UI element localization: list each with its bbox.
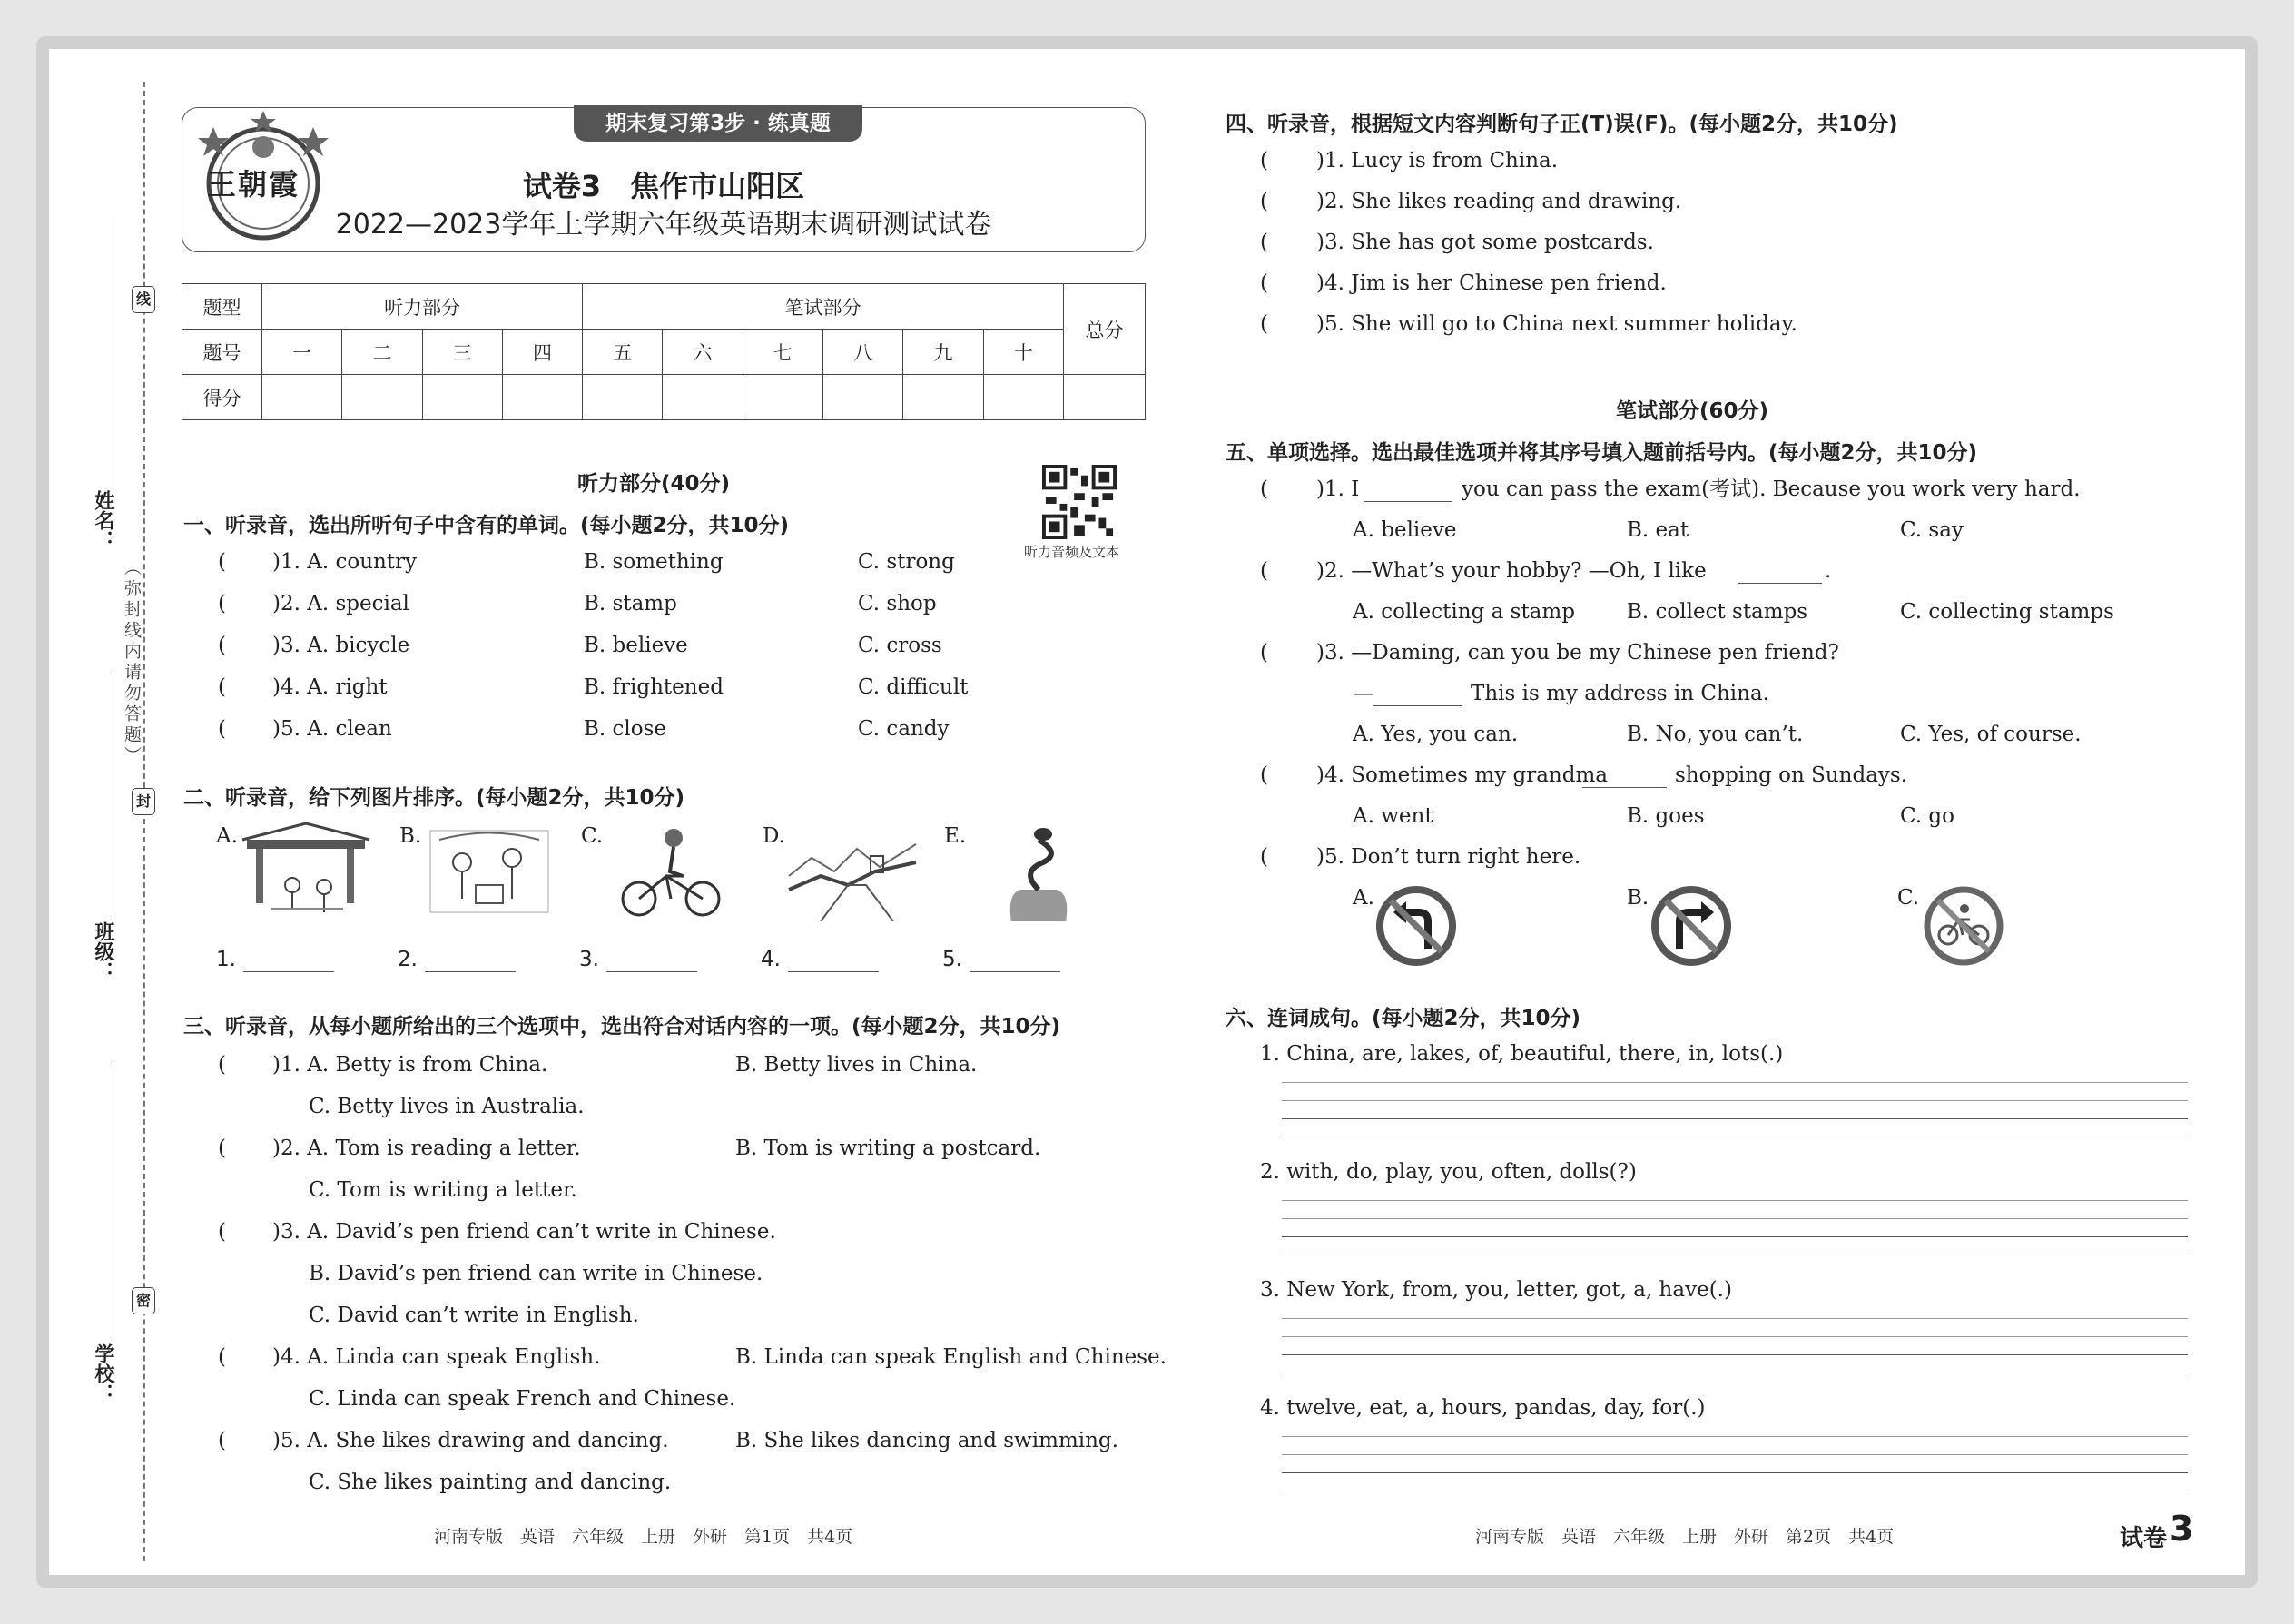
score-cell[interactable]: [663, 375, 743, 420]
order-blank-1[interactable]: [243, 971, 334, 972]
pic-label-c: C.: [581, 824, 604, 848]
footer-left: 河南专版 英语 六年级 上册 外研 第1页 共4页: [434, 1527, 853, 1547]
number-cell: 八: [823, 330, 903, 375]
s5-q2-b: B. collect stamps: [1627, 600, 1808, 624]
no-answer-note: （弥封线内请勿答题）: [122, 558, 142, 767]
order-blank-5[interactable]: [970, 971, 1060, 972]
s3-q3-b: B. David’s pen friend can write in Chinese.: [309, 1262, 763, 1285]
s1-q1: )1. A. country: [272, 550, 418, 574]
s5-q2-c: C. collecting stamps: [1900, 600, 2114, 624]
s6-q2: 2. with, do, play, you, often, dolls(?): [1260, 1160, 1637, 1184]
number-cell: 七: [743, 330, 822, 375]
number-cell: 三: [422, 330, 502, 375]
s5-q1-c: C. say: [1900, 518, 1964, 542]
paper-label: 试卷: [2120, 1525, 2168, 1552]
score-cell[interactable]: [422, 375, 502, 420]
s6-q3-answer-line[interactable]: [1282, 1354, 2188, 1355]
s5-q5-stem: )5. Don’t turn right here.: [1316, 845, 1581, 869]
score-table: [182, 283, 1146, 420]
s3-q3-c: C. David can’t write in English.: [309, 1304, 639, 1327]
s5-q1-a: A. believe: [1353, 518, 1457, 542]
order-num-4: 4.: [761, 948, 781, 971]
score-cell[interactable]: [262, 375, 342, 420]
s5-q5-a: A.: [1353, 886, 1374, 910]
s3-q4: )4. A. Linda can speak English.: [272, 1345, 601, 1369]
s4-q5: )5. She will go to China next summer holiday.: [1316, 312, 1797, 336]
s5-q3-a: A. Yes, you can.: [1353, 723, 1519, 746]
order-num-3: 3.: [579, 948, 599, 971]
header-banner: 期末复习第3步 · 练真题: [574, 105, 862, 142]
s3-q1-b: B. Betty lives in China.: [735, 1053, 978, 1077]
s5-q1-blank[interactable]: [1364, 501, 1452, 502]
s1-q5-c: C. candy: [858, 717, 950, 741]
s1-q3: )3. A. bicycle: [272, 634, 410, 657]
s3-q5: )5. A. She likes drawing and dancing.: [272, 1429, 669, 1452]
score-label: 得分: [182, 375, 262, 420]
s5-q2-blank[interactable]: [1738, 583, 1822, 584]
s5-q1-rest: you can pass the exam(考试). Because you work very hard.: [1462, 477, 2081, 501]
order-blank-2[interactable]: [425, 971, 516, 972]
s6-q4-answer-line[interactable]: [1282, 1472, 2188, 1473]
number-cell: 六: [663, 330, 743, 375]
qr-caption: 听力音频及文本: [1024, 544, 1120, 560]
s3-q5-c: C. She likes painting and dancing.: [309, 1471, 672, 1494]
score-cell[interactable]: [983, 375, 1063, 420]
s5-q2-stem: )2. —What’s your hobby? —Oh, I like: [1316, 559, 1707, 583]
s5-q2-rest: .: [1825, 559, 1832, 583]
s6-q4: 4. twelve, eat, a, hours, pandas, day, for(.): [1260, 1396, 1706, 1420]
number-cell: 九: [903, 330, 983, 375]
listening-title: 听力部分(40分): [577, 472, 731, 496]
s3-q1: )1. A. Betty is from China.: [272, 1053, 548, 1077]
score-cell[interactable]: [583, 375, 663, 420]
picture-c-bicycle: [603, 822, 739, 921]
s1-q1-c: C. strong: [858, 550, 955, 574]
number-cell: 十: [983, 330, 1063, 375]
s3-q1-c: C. Betty lives in Australia.: [309, 1095, 585, 1118]
s3-q2-c: C. Tom is writing a letter.: [309, 1178, 577, 1202]
s3-q4-b: B. Linda can speak English and Chinese.: [735, 1345, 1167, 1369]
line-mark: 线: [132, 286, 155, 313]
s6-q2-answer-line[interactable]: [1282, 1236, 2188, 1237]
s6-q1-answer-line[interactable]: [1282, 1118, 2188, 1119]
number-cell: 二: [342, 330, 422, 375]
order-num-2: 2.: [398, 948, 418, 971]
s3-q5-b: B. She likes dancing and swimming.: [735, 1429, 1118, 1452]
school-label: 学校：: [92, 1343, 114, 1403]
section3-title: 三、听录音，从每小题所给出的三个选项中，选出符合对话内容的一项。(每小题2分，共10分): [183, 1015, 1061, 1038]
s4-q2: )2. She likes reading and drawing.: [1316, 190, 1682, 213]
footer-right: 河南专版 英语 六年级 上册 外研 第2页 共4页: [1475, 1527, 1895, 1547]
score-cell[interactable]: [342, 375, 422, 420]
pic-label-e: E.: [944, 824, 967, 848]
type-label: 题型: [182, 284, 262, 330]
score-cell[interactable]: [743, 375, 822, 420]
s5-q3-b: B. No, you can’t.: [1627, 723, 1804, 746]
total-header: 总分: [1064, 284, 1146, 375]
s1-q2-b: B. stamp: [584, 592, 677, 615]
listening-header: 听力部分: [262, 284, 583, 330]
s1-q4-b: B. frightened: [584, 675, 724, 699]
s5-q3-stem: )3. —Daming, can you be my Chinese pen friend?: [1316, 641, 1839, 664]
order-num-5: 5.: [942, 948, 962, 971]
s6-q1: 1. China, are, lakes, of, beautiful, there, in, lots(.): [1260, 1042, 1784, 1066]
s5-q2-a: A. collecting a stamp: [1353, 600, 1575, 624]
s3-q2: )2. A. Tom is reading a letter.: [272, 1137, 581, 1160]
section1-title: 一、听录音，选出所听句子中含有的单词。(每小题2分，共10分): [183, 514, 790, 537]
no-left-turn-sign: [1375, 885, 1457, 967]
number-cell: 四: [502, 330, 582, 375]
no-bicycles-sign: [1923, 885, 2004, 967]
s4-q3: )3. She has got some postcards.: [1316, 231, 1654, 254]
s5-q4-rest: shopping on Sundays.: [1675, 763, 1908, 787]
s5-q4-blank[interactable]: [1582, 787, 1667, 788]
s4-q4: )4. Jim is her Chinese pen friend.: [1316, 271, 1667, 295]
written-header: 笔试部分: [583, 284, 1064, 330]
s1-q1-b: B. something: [584, 550, 724, 574]
no-right-turn-sign: [1650, 885, 1732, 967]
s5-q4-c: C. go: [1900, 804, 1954, 828]
section6-title: 六、连词成句。(每小题2分，共10分): [1226, 1007, 1581, 1030]
s1-q5-b: B. close: [584, 717, 667, 741]
s5-q5-b: B.: [1627, 886, 1649, 910]
number-cell: 一: [262, 330, 342, 375]
score-cell[interactable]: [823, 375, 903, 420]
paper-title: 试卷3 焦作市山阳区: [522, 169, 805, 203]
s1-q5: )5. A. clean: [272, 717, 392, 741]
s1-q2: )2. A. special: [272, 592, 409, 615]
pic-label-b: B.: [399, 824, 422, 848]
order-blank-3[interactable]: [606, 971, 697, 972]
section4-title: 四、听录音，根据短文内容判断句子正(T)误(F)。(每小题2分，共10分): [1226, 113, 1898, 136]
s4-q1: )1. Lucy is from China.: [1316, 149, 1559, 172]
s1-q4: )4. A. right: [272, 675, 388, 699]
paper-number: 3: [2170, 1509, 2194, 1549]
picture-d-great-wall: [784, 822, 921, 921]
section2-title: 二、听录音，给下列图片排序。(每小题2分，共10分): [183, 786, 685, 810]
score-cell[interactable]: [502, 375, 582, 420]
s1-q2-c: C. shop: [858, 592, 937, 615]
s5-q4-a: A. went: [1353, 804, 1433, 828]
s5-q3-blank[interactable]: [1373, 705, 1462, 706]
s1-q3-b: B. believe: [584, 634, 688, 657]
s5-q1-b: B. eat: [1627, 518, 1689, 542]
qr-code[interactable]: [1042, 465, 1117, 539]
s3-q3: )3. A. David’s pen friend can’t write in Chinese.: [272, 1220, 776, 1244]
s3-q4-c: C. Linda can speak French and Chinese.: [309, 1387, 736, 1411]
s3-q2-b: B. Tom is writing a postcard.: [735, 1137, 1041, 1160]
picture-b-party: [421, 822, 557, 921]
number-cell: 五: [583, 330, 663, 375]
pic-label-d: D.: [763, 824, 785, 848]
s5-q4-b: B. goes: [1627, 804, 1705, 828]
picture-a-chinatown: [238, 822, 374, 921]
order-num-1: 1.: [216, 948, 236, 971]
secret-mark: 密: [132, 1287, 155, 1314]
s5-q3-c: C. Yes, of course.: [1900, 723, 2082, 746]
name-label: 姓名：: [92, 490, 114, 550]
s5-q1-stem: )1. I: [1316, 477, 1360, 501]
seal-mark: 封: [132, 788, 155, 815]
order-blank-4[interactable]: [788, 971, 879, 972]
score-cell[interactable]: [903, 375, 983, 420]
score-cell[interactable]: [1064, 375, 1146, 420]
section5-title: 五、单项选择。选出最佳选项并将其序号填入题前括号内。(每小题2分，共10分): [1226, 441, 1978, 465]
picture-e-snake: [966, 822, 1102, 921]
logo-text: 王朝霞: [207, 167, 300, 202]
written-title: 笔试部分(60分): [1616, 399, 1769, 423]
s1-q3-c: C. cross: [858, 634, 942, 657]
s1-q4-c: C. difficult: [858, 675, 969, 699]
s5-q4-stem: )4. Sometimes my grandma: [1316, 763, 1608, 787]
s6-q3: 3. New York, from, you, letter, got, a, have(.): [1260, 1278, 1732, 1302]
s5-q5-c: C.: [1897, 886, 1920, 910]
s5-q3-dash: —: [1353, 682, 1373, 705]
s5-q3-line2: This is my address in China.: [1471, 682, 1769, 705]
pic-label-a: A.: [216, 824, 238, 848]
class-label: 班级：: [92, 921, 114, 981]
number-label: 题号: [182, 330, 262, 375]
paper-subtitle: 2022—2023学年上学期六年级英语期末调研测试试卷: [335, 209, 992, 241]
